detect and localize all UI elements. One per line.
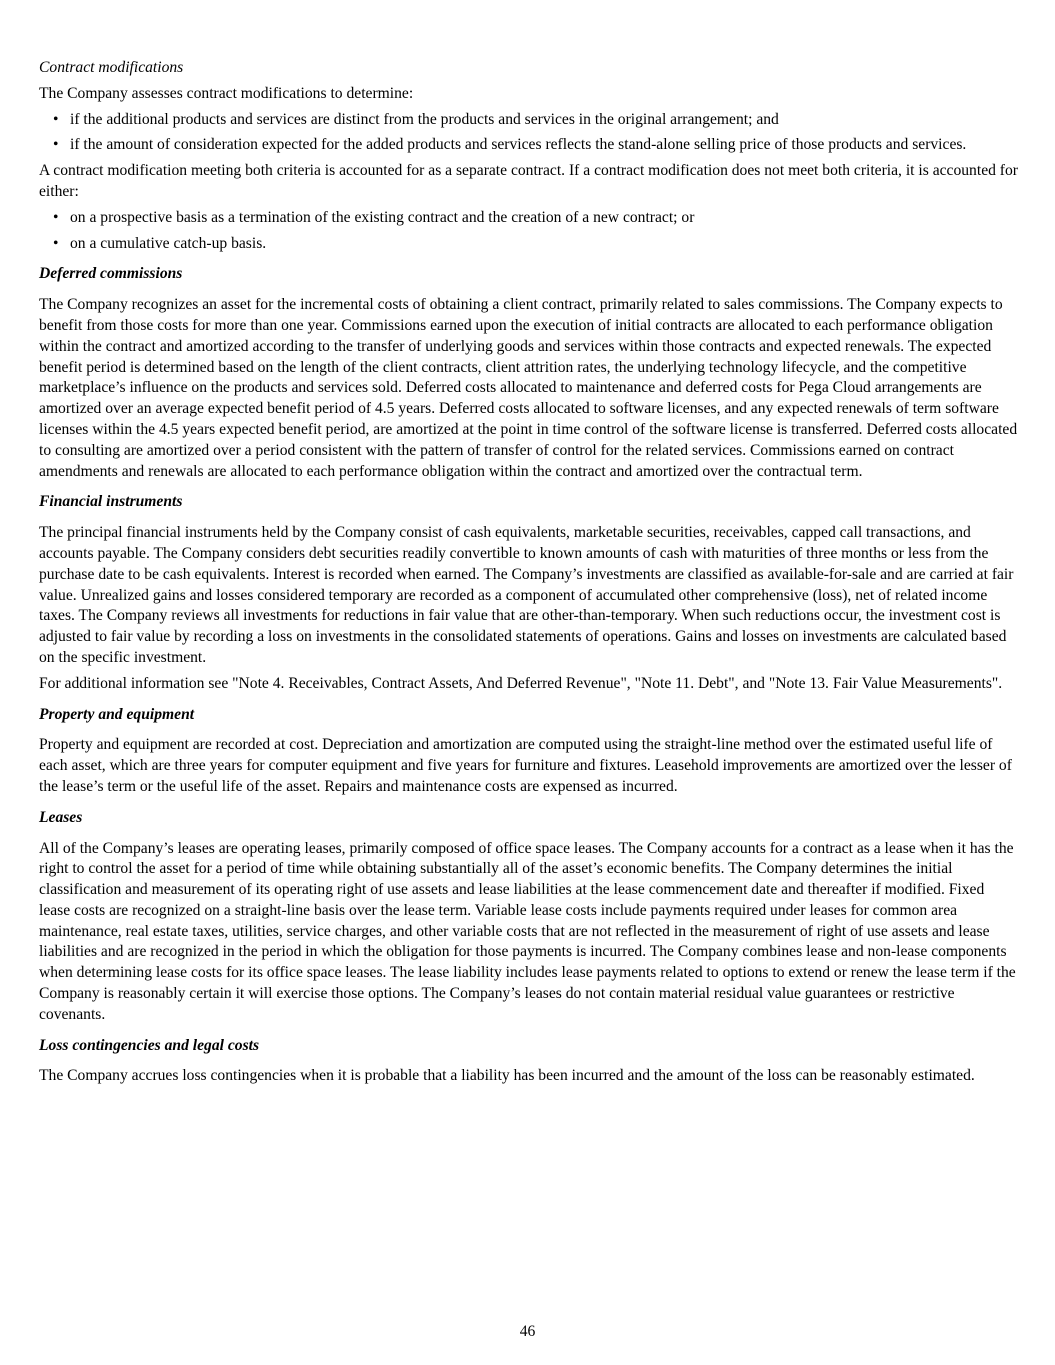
deferred-commissions-text: The Company recognizes an asset for the incremental costs of obtaining a client contract, primarily related to sales commissions. The Company expects to benefit from those costs for more than one year. Commissions earned upon the execution of initial contracts are allocated to each performance obligation within the contract and amortized according to the transfer of underlying goods and services within those contracts and expected renewals. The expected benefit period is determined based on the length of the client contracts, client attrition rates, the underlying technology lifecycle, and the competitive marketplace’s influence on the products and services sold. Deferred costs allocated to maintenance and deferred costs for Pega Cloud arrangements are amortized over an average expected benefit period of 4.5 years. Deferred costs allocated to software licenses, and any expected renewals of term software licenses within the 4.5 years expected benefit period, are amortized at the point in time control of the software license is transferred. Deferred costs allocated to consulting are amortized over a period consistent with the pattern of transfer of control for the related services. Commissions earned on contract amendments and renewals are allocated to each performance obligation within the contract and amortized over the contractual term. [39,296,1018,480]
bullet-icon: • [53,110,59,128]
contract-modifications-title: Contract modifications [39,59,184,76]
bullet-icon: • [53,234,59,252]
property-equipment-text: Property and equipment are recorded at cost. Depreciation and amortization are computed using the straight-line method over the estimated useful life of each asset, which are three years for computer equipment and five years for furniture and fixtures. Leasehold improvements are amortized over the lesser of the lease’s term or the useful life of the asset. Repairs and maintenance costs are expensed as incurred. [39,736,1012,795]
contract-modifications-criteria-list [39,110,1019,157]
section-heading-loss-contingencies: Loss contingencies and legal costs [39,1036,260,1054]
financial-instruments-note: For additional information see "Note 4. Receivables, Contract Assets, And Deferred Revenue", "Note 11. Debt", and "Note 13. Fair Value Measurements". [39,674,1003,692]
list-item: • on a prospective basis as a termination of the existing contract and the creation of a new contract; or [39,208,1019,229]
section-heading-property-equipment: Property and equipment [39,705,195,723]
contract-modifications-intro: The Company assesses contract modifications to determine: [39,84,414,102]
bullet-icon: • [53,136,59,154]
page-number: 46 [519,1323,536,1340]
financial-instruments-text: The principal financial instruments held by the Company consist of cash equivalents, marketable securities, receivables, capped call transactions, and accounts payable. The Company considers debt securities readily convertible to known amounts of cash with maturities of three months or less from the purchase date to be cash equivalents. Interest is recorded when earned. The Company’s investments are classified as available-for-sale and are carried at fair value. Unrealized gains and losses considered temporary are recorded as a component of accumulated other comprehensive (loss), net of related income taxes. The Company reviews all investments for reductions in fair value that are other-than-temporary. When such reductions occur, the investment cost is adjusted to fair value by recording a loss on investments in the consolidated statements of operations. Gains and losses on investments are calculated based on the specific investment. [39,524,1014,666]
loss-contingencies-text: The Company accrues loss contingencies when it is probable that a liability has been incurred and the amount of the loss can be reasonably estimated. [39,1067,975,1085]
section-heading-deferred-commissions: Deferred commissions [39,265,183,283]
contract-modifications-paragraph: A contract modification meeting both criteria is accounted for as a separate contract. If a contract modification does not meet both criteria, it is accounted for either: [39,162,1018,200]
leases-text: All of the Company’s leases are operating leases, primarily composed of office space leases. The Company accounts for a contract as a lease when it has the right to control the asset for a period of time while obtaining substantially all of the asset’s economic benefits. The Company determines the initial classification and measurement of its operating right of use assets and lease liabilities at the lease commencement date and thereafter if modified. Fixed lease costs are recognized on a straight-line basis over the lease term. Variable lease costs include payments required under leases for common area maintenance, real estate taxes, utilities, service charges, and other variable costs that are not reflected in the measurement of right of use assets and lease liabilities and are recognized in the period in which the obligation for those payments is incurred. The Company combines lease and non-lease components when determining lease costs for its office space leases. The lease liability includes lease payments related to options to extend or renew the lease term if the Company is reasonably certain it will exercise those options. The Company’s leases do not contain material residual value guarantees or restrictive covenants. [39,839,1016,1023]
contract-modifications-accounting-list [39,208,1019,255]
list-item: • if the amount of consideration expected for the added products and services reflects the stand-alone selling price of those products and services. [39,135,1019,156]
list-item: • on a cumulative catch-up basis. [39,234,1019,255]
bullet-icon: • [53,208,59,226]
section-heading-leases: Leases [39,808,83,826]
list-item: • if the additional products and services are distinct from the products and services in the original arrangement; and [39,110,1019,131]
section-heading-financial-instruments: Financial instruments [39,493,183,511]
document-body [39,58,1019,1087]
